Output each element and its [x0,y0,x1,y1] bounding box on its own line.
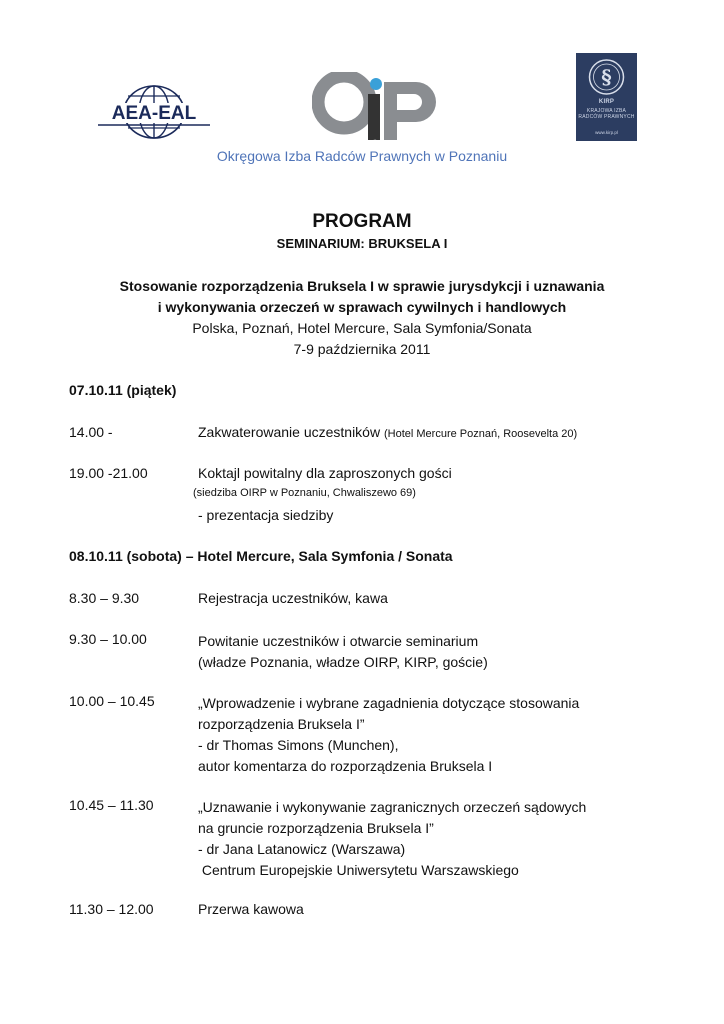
item-description: Koktajl powitalny dla zaproszonych gości [198,465,452,481]
item-line: (władze Poznania, władze OIRP, KIRP, goście) [198,654,488,670]
aea-eal-logo-text: AEA-EAL [111,103,197,124]
item-line: Powitanie uczestników i otwarcie seminarium [198,633,479,649]
oirp-logo-text: OIRP [373,140,377,141]
topic-line-2: i wykonywania orzeczeń w sprawach cywilnych i handlowych [157,299,567,315]
seminar-heading: SEMINARIUM: BRUKSELA I [276,236,448,251]
dates-line: 7-9 października 2011 [293,341,431,357]
item-description: Zakwaterowanie uczestników [198,424,381,440]
kirp-url: www.kirp.pl [595,130,618,135]
kirp-paragraph-icon [576,55,637,101]
item-time: 10.00 – 10.45 [69,693,155,709]
item-line: - dr Thomas Simons (Munchen), [198,737,399,753]
aea-eal-globe-icon [98,84,210,140]
item-time: 19.00 -21.00 [69,465,148,481]
item-line: - dr Jana Latanowicz (Warszawa) [198,841,406,857]
item-line: autor komentarza do rozporządzenia Bruksela I [198,758,493,774]
item-line: Centrum Europejskie Uniwersytetu Warszawskiego [198,862,519,878]
kirp-logo [576,53,637,141]
organization-subtitle: Okręgowa Izba Radców Prawnych w Poznaniu [216,148,508,164]
aea-eal-logo [98,84,210,140]
item-line: Przerwa kawowa [198,901,304,917]
item-line: „Uznawanie i wykonywanie zagranicznych orzeczeń sądowych [198,799,587,815]
item-time: 8.30 – 9.30 [69,590,140,606]
item-line: Rejestracja uczestników, kawa [198,590,388,606]
program-heading: PROGRAM [312,211,412,232]
kirp-abbr: KIRP [598,99,615,105]
item-time: 10.45 – 11.30 [69,797,154,813]
item-time: 11.30 – 12.00 [69,901,154,917]
topic-line-1: Stosowanie rozporządzenia Bruksela I w sprawie jurysdykcji i uznawania [119,278,605,294]
svg-text:§: § [601,65,612,89]
item-time: 9.30 – 10.00 [69,631,147,647]
item-time: 14.00 - [69,424,113,440]
venue-line: Polska, Poznań, Hotel Mercure, Sala Symfonia/Sonata [192,320,532,336]
day2-heading: 08.10.11 (sobota) – Hotel Mercure, Sala Symfonia / Sonata [69,548,453,564]
kirp-logo-text: KRAJOWA IZBA RADCÓW PRAWNYCH [578,108,635,120]
item-note: (siedziba OIRP w Poznaniu, Chwaliszewo 69) [193,487,416,499]
item-line: „Wprowadzenie i wybrane zagadnienia dotyczące stosowania [198,695,580,711]
item-line: na gruncie rozporządzenia Bruksela I” [198,820,434,836]
day1-heading: 07.10.11 (piątek) [69,382,177,398]
item-extra: - prezentacja siedziby [198,507,334,523]
item-line: rozporządzenia Bruksela I” [198,716,365,732]
oirp-logo [312,72,438,142]
item-note: (Hotel Mercure Poznań, Roosevelta 20) [383,428,578,440]
